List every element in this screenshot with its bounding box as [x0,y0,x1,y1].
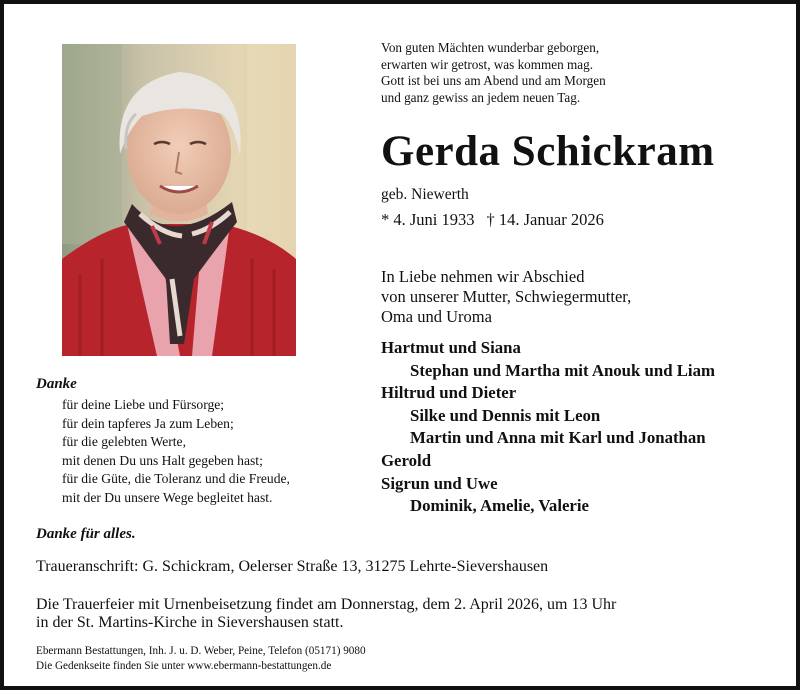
family-member: Hiltrud und Dieter [381,383,517,403]
funeral-home-footer [36,644,366,674]
birth-date: * 4. Juni 1933 [381,210,475,229]
thanks-line: mit denen Du uns Halt gegeben hast; [62,452,263,468]
memorial-page-link: Die Gedenkseite finden Sie unter www.ebermann-bestattungen.de [36,660,332,672]
thanks-closing: Danke für alles. [36,526,136,542]
thanks-line: mit der Du unsere Wege begleitet hast. [62,489,273,505]
poem-line: Gott ist bei uns am Abend und am Morgen [381,73,606,88]
birth-name: geb. Niewerth [381,186,469,203]
death-date: † 14. Januar 2026 [486,210,604,229]
poem [381,40,741,106]
family-member: Dominik, Amelie, Valerie [410,496,589,516]
funeral-ceremony-info [36,596,616,632]
funeral-home-contact: Ebermann Bestattungen, Inh. J. u. D. Weber, Peine, Telefon (05171) 9080 [36,645,366,657]
life-dates [381,210,616,230]
portrait-photo [62,44,296,356]
ceremony-line: Die Trauerfeier mit Urnenbeisetzung findet am Donnerstag, dem 2. April 2026, um 13 Uhr [36,596,617,613]
family-member: Hartmut und Siana [381,338,521,357]
farewell-line: von unserer Mutter, Schwiegermutter, [381,287,632,306]
poem-line: erwarten wir getrost, was kommen mag. [381,56,594,72]
farewell-line: In Liebe nehmen wir Abschied [381,267,585,286]
family-list [381,337,715,518]
ceremony-line: in der St. Martins-Kirche in Sievershausen statt. [36,614,344,631]
thanks-line: für dein tapferes Ja zum Leben; [62,415,234,431]
thanks-text [62,396,290,507]
family-member: Silke und Dennis mit Leon [410,405,601,425]
deceased-name: Gerda Schickram [381,128,715,175]
thanks-line: für deine Liebe und Fürsorge; [62,397,225,412]
poem-line: und ganz gewiss an jedem neuen Tag. [381,89,581,105]
thanks-line: für die Güte, die Toleranz und die Freude, [62,471,290,486]
family-member: Gerold [381,450,432,470]
mourning-address: Traueranschrift: G. Schickram, Oelerser Straße 13, 31275 Lehrte-Sievershausen [36,558,549,575]
farewell-text [381,267,631,327]
thanks-line: für die gelebten Werte, [62,434,186,449]
family-member: Martin und Anna mit Karl und Jonathan [410,428,706,448]
farewell-line: Oma und Uroma [381,307,492,326]
poem-line: Von guten Mächten wunderbar geborgen, [381,40,600,55]
family-member: Stephan und Martha mit Anouk und Liam [410,360,715,380]
family-member: Sigrun und Uwe [381,473,498,493]
thanks-title: Danke [36,376,77,392]
